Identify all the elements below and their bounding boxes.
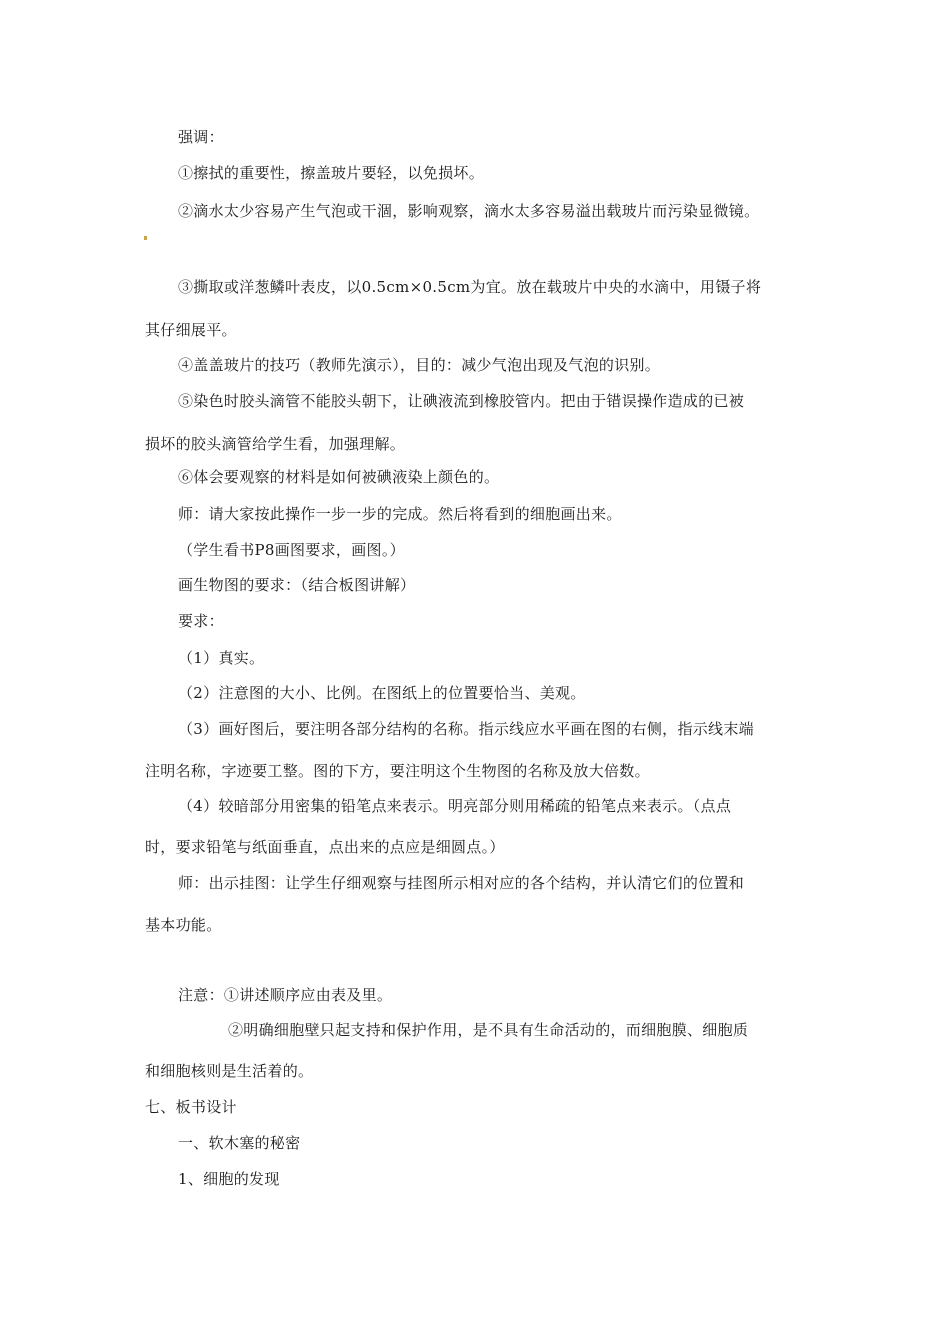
note-2: ②明确细胞壁只起支持和保护作用，是不具有生命活动的，而细胞膜、细胞质 xyxy=(228,1021,749,1039)
point-4: ④盖盖玻片的技巧（教师先演示），目的：减少气泡出现及气泡的识别。 xyxy=(178,356,661,374)
point-3: ③撕取或洋葱鳞叶表皮，以0.5cm×0.5cm为宜。放在载玻片中央的水滴中，用镊子将 xyxy=(178,278,762,296)
requirement-4-cont: 时，要求铅笔与纸面垂直，点出来的点应是细圆点。） xyxy=(145,838,505,856)
emphasis-heading: 强调： xyxy=(178,128,224,146)
requirement-4: （4）较暗部分用密集的铅笔点来表示。明亮部分则用稀疏的铅笔点来表示。（点点 xyxy=(178,797,732,815)
requirement-3: （3）画好图后，要注明各部分结构的名称。指示线应水平画在图的右侧，指示线末端 xyxy=(178,720,754,738)
point-2: ②滴水太少容易产生气泡或干涸，影响观察，滴水太多容易溢出载玻片而污染显微镜。 xyxy=(178,202,760,220)
point-3-cont: 其仔细展平。 xyxy=(145,321,237,339)
teacher-instruction: 师：请大家按此操作一步一步的完成。然后将看到的细胞画出来。 xyxy=(178,505,622,523)
note-1: 注意：①讲述顺序应由表及里。 xyxy=(178,986,393,1004)
requirement-2: （2）注意图的大小、比例。在图纸上的位置要恰当、美观。 xyxy=(178,684,586,702)
teacher-wallchart: 师：出示挂图：让学生仔细观察与挂图所示相对应的各个结构，并认清它们的位置和 xyxy=(178,874,745,892)
decorative-mark xyxy=(144,236,147,240)
requirement-1: （1）真实。 xyxy=(178,649,265,667)
board-item-1: 1、细胞的发现 xyxy=(178,1170,280,1188)
note-2-cont: 和细胞核则是生活着的。 xyxy=(145,1062,314,1080)
point-5: ⑤染色时胶头滴管不能胶头朝下，让碘液流到橡胶管内。把由于错误操作造成的已被 xyxy=(178,392,745,410)
requirement-3-cont: 注明名称，字迹要工整。图的下方，要注明这个生物图的名称及放大倍数。 xyxy=(145,762,650,780)
point-6: ⑥体会要观察的材料是如何被碘液染上颜色的。 xyxy=(178,468,500,486)
board-heading-1: 一、软木塞的秘密 xyxy=(178,1134,301,1152)
teacher-wallchart-cont: 基本功能。 xyxy=(145,916,222,934)
student-task: （学生看书P8画图要求，画图。） xyxy=(178,541,405,559)
point-1: ①擦拭的重要性，擦盖玻片要轻，以免损坏。 xyxy=(178,164,485,182)
section-7-heading: 七、板书设计 xyxy=(145,1098,237,1116)
drawing-requirements-heading: 画生物图的要求：（结合板图讲解） xyxy=(178,576,416,594)
requirements-label: 要求： xyxy=(178,612,224,630)
point-5-cont: 损坏的胶头滴管给学生看，加强理解。 xyxy=(145,435,406,453)
